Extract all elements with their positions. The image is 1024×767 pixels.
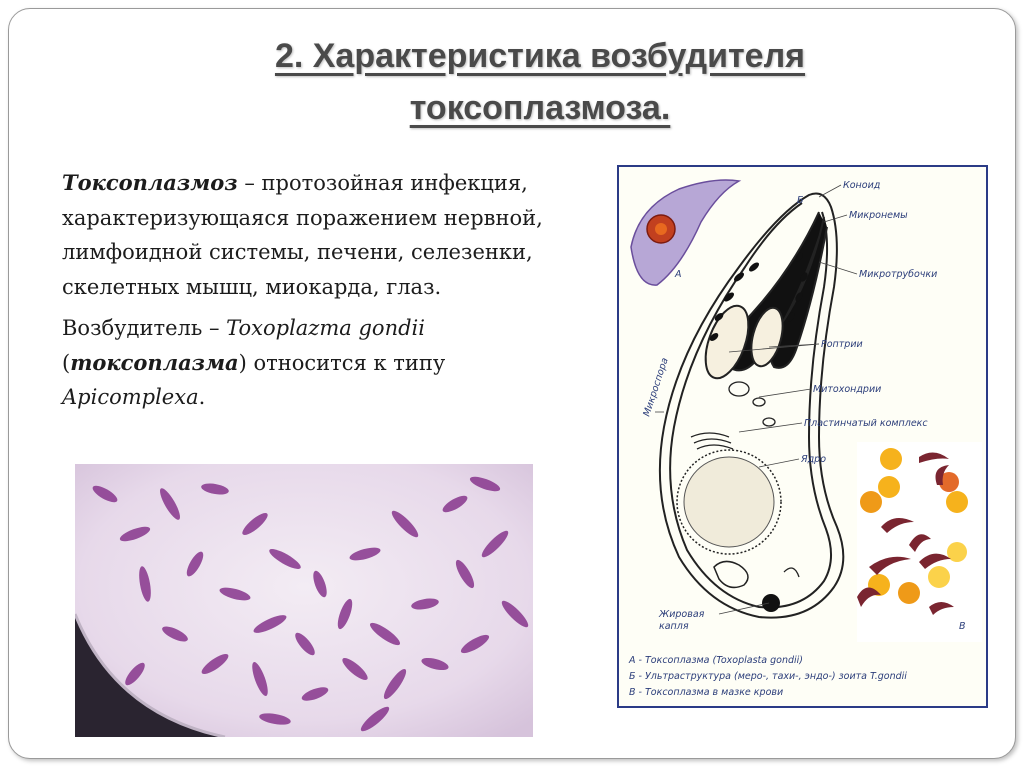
label-yadro: Ядро [801,454,827,465]
blood-smear-illustration [857,442,982,642]
pathogen-prefix: Возбудитель – [62,316,227,340]
phylum-name: Apicomplexa [62,385,199,409]
label-plastinchatyi: Пластинчатый комплекс [804,418,928,429]
toxoplasma-stained-illustration [631,180,739,285]
micrograph-image [75,464,533,737]
caption-line-v: В - Токсоплазма в мазке крови [629,687,784,698]
label-roptrii: Роптрии [821,339,863,350]
term-toxoplasmosis: Токсоплазмоз [62,170,238,195]
label-zhirovaya: Жировая [659,609,705,620]
zoite-ultrastructure [660,194,843,618]
label-mikrospora: Микроспора [641,356,671,418]
body-text [62,166,592,422]
label-mikrotrubochki: Микротрубочки [859,269,938,280]
term-toxoplasma: токсоплазма [70,349,239,375]
diagram-canvas [619,167,986,706]
toxoplasma-diagram [617,165,988,708]
label-kaplya: капля [659,621,689,632]
caption-line-b: Б - Ультраструктура (меро-, тахи-, эндо-) зоита T.gondii [629,671,907,682]
pathogen-paragraph: Возбудитель – Toxoplazma gondii (токсоплазма) относится к типу Apicomplexa. [62,316,446,409]
label-b: Б [797,195,804,206]
title-line-1: 2. Характеристика возбудителя [274,37,806,75]
label-mikronemy: Микронемы [849,210,908,221]
label-mitohondrii: Митохондрии [813,384,882,395]
species-name: Toxoplazma gondii [226,316,425,340]
caption-line-a: А - Токсоплазма (Toxoplasta gondii) [629,655,803,666]
label-v: В [959,621,966,632]
definition-text: – протозойная инфекция, характеризующаяся поражением нервной, лимфоидной системы, печени, селезенки, скелетных мышц, миокарда, глаз. [62,171,543,299]
label-a: А [675,269,682,280]
slide-title [140,30,940,134]
diagram-caption [628,655,907,698]
definition-paragraph [62,166,592,304]
label-konoid: Коноид [843,180,881,191]
title-line-2: токсоплазмоза. [409,89,671,127]
